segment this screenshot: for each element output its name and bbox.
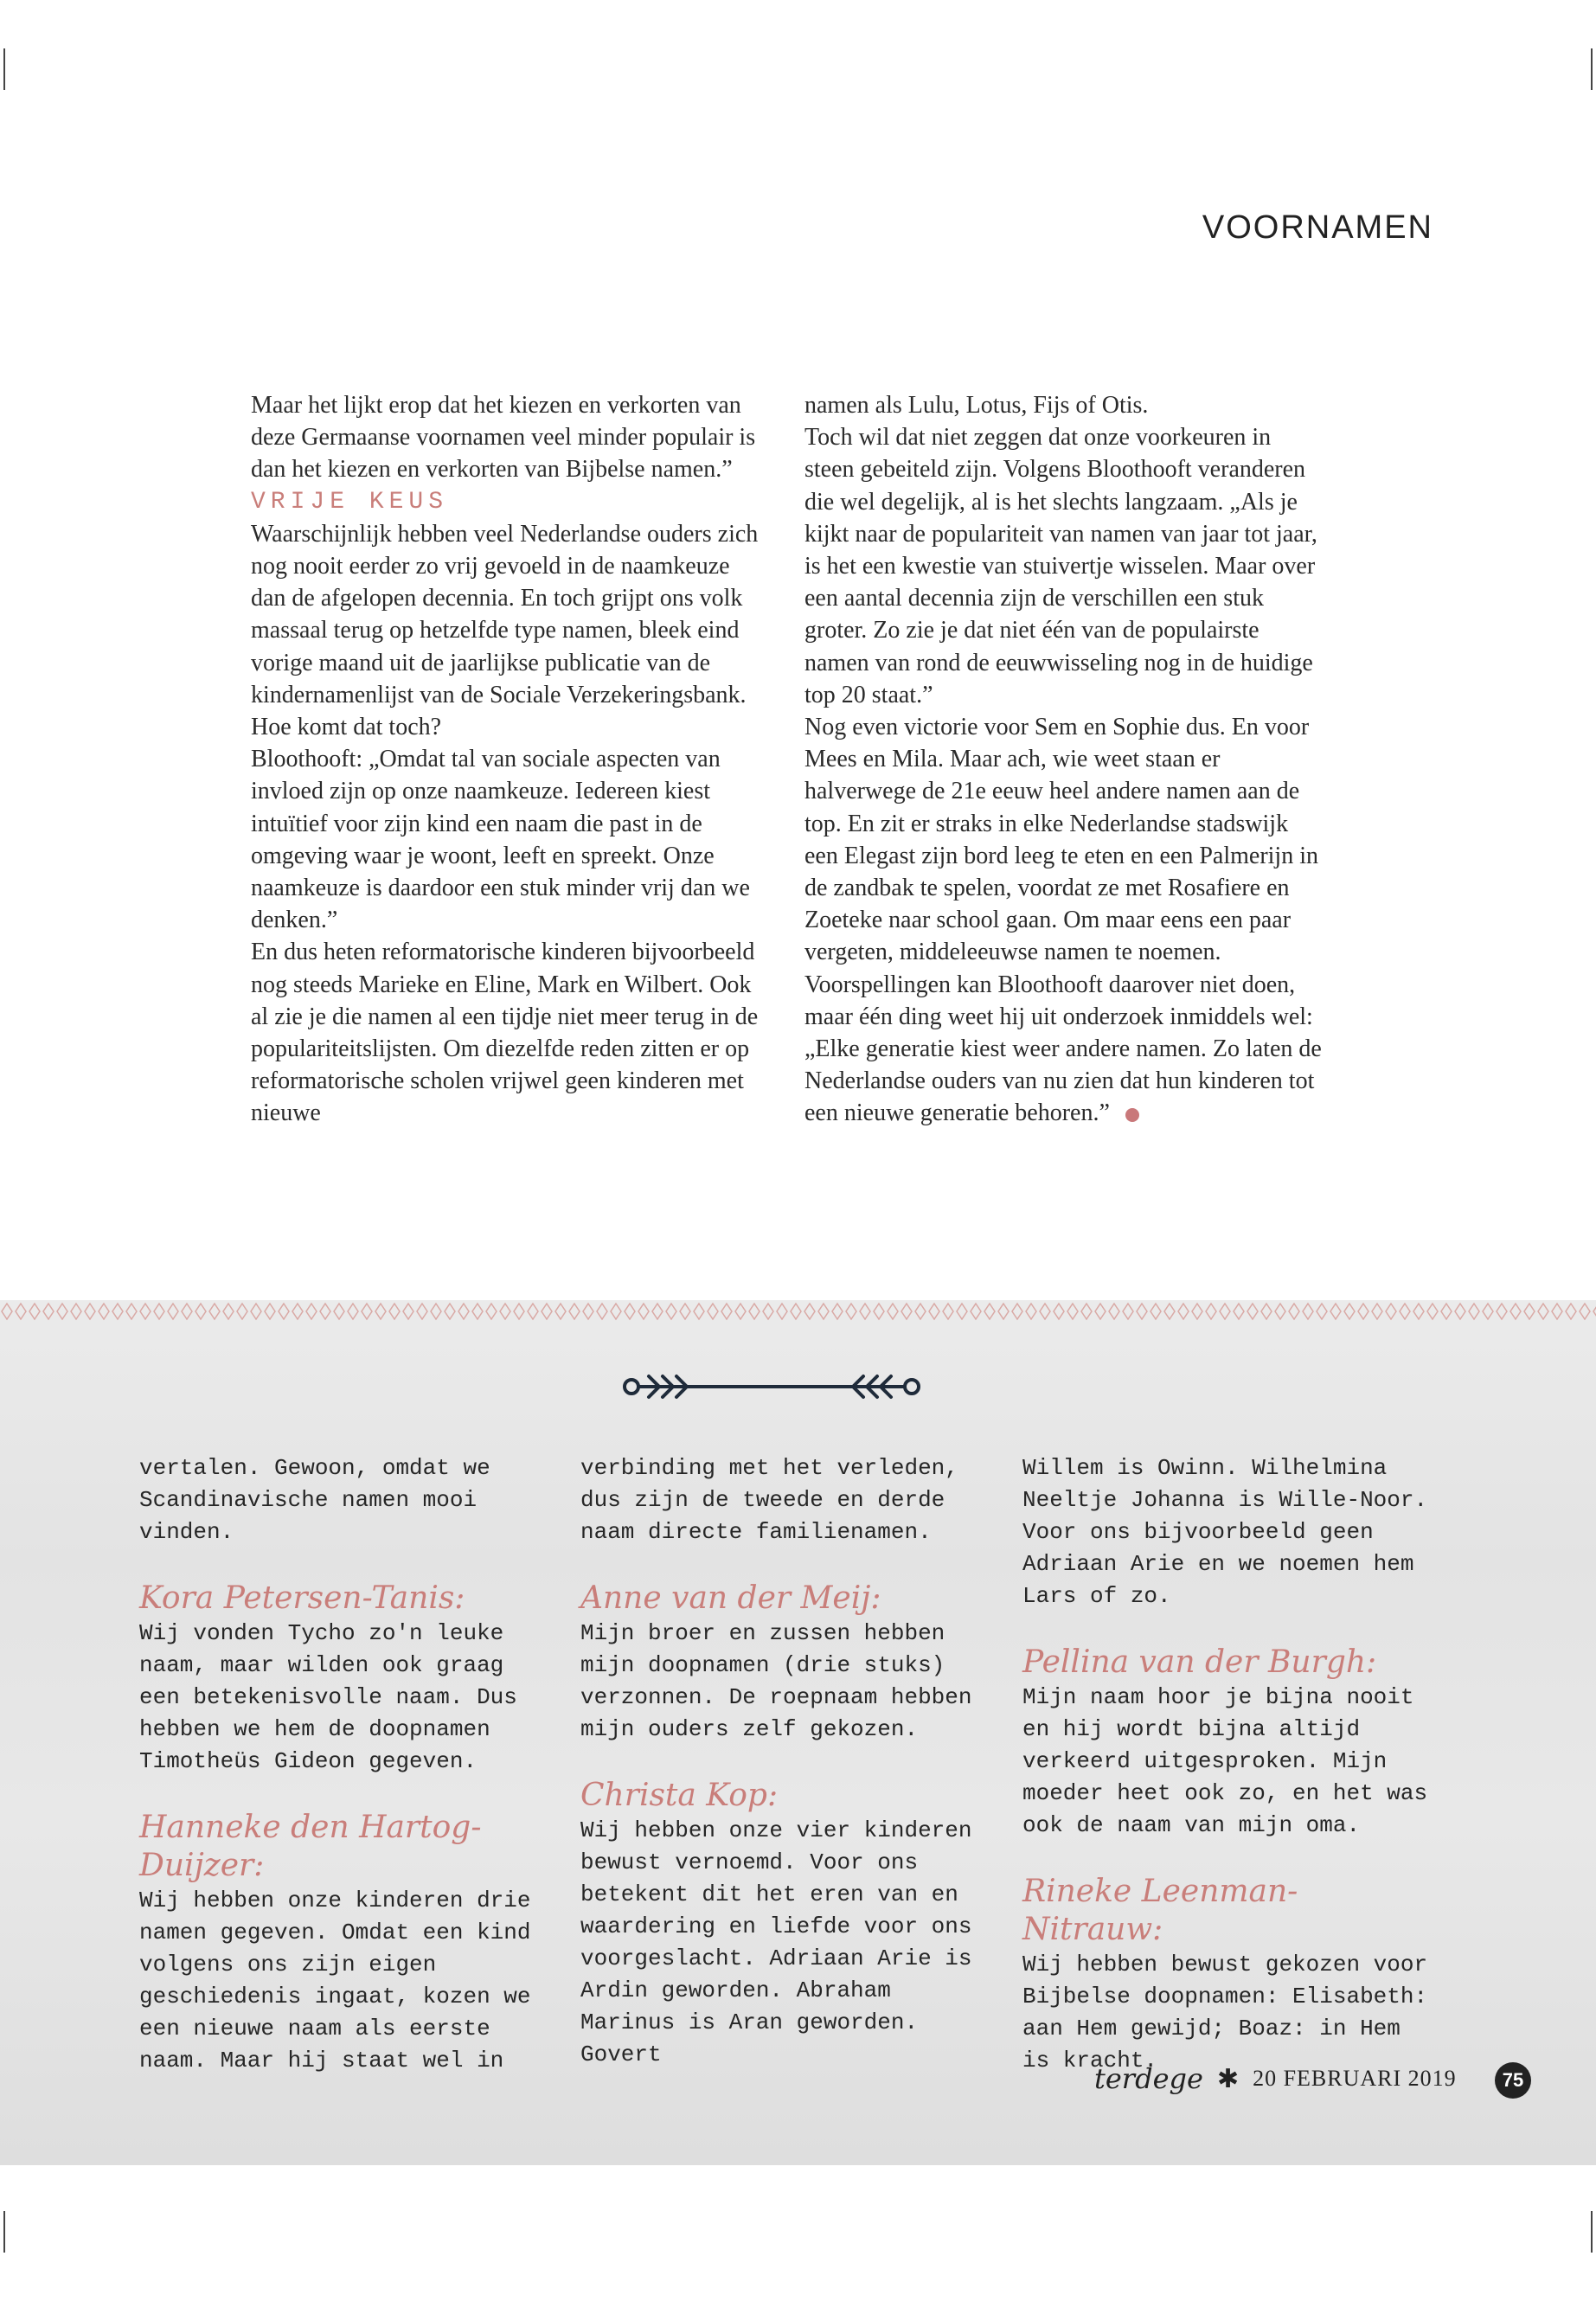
quote-text: Mijn broer en zussen hebben mijn doopnamen (drie stuks) verzonnen. De roepnaam hebben mijn ouders zelf gekozen.	[580, 1620, 972, 1742]
magazine-logo: terdege	[1094, 2062, 1203, 2095]
end-mark-icon	[1125, 1108, 1139, 1122]
subheading: VRIJE KEUS	[251, 488, 449, 516]
article-column-right	[804, 389, 1324, 1130]
quote-text: verbinding met het verleden, dus zijn de tweede en derde naam directe familienamen.	[580, 1455, 958, 1545]
issue-date: 20 FEBRUARI 2019	[1253, 2066, 1457, 2091]
quotes-column-1	[139, 1452, 546, 2077]
article-column-left	[251, 389, 770, 1130]
paragraph: Toch wil dat niet zeggen dat onze voorkeuren in steen gebeiteld zijn. Volgens Bloothooft veranderen die wel degelijk, al is het slechts langzaam. „Als je kijkt naar de populariteit van namen van jaar tot jaar, is het een kwestie van stuivertje wisselen. Maar over een aantal decennia zijn de verschillen een stuk groter. Zo zie je dat niet één van de populairste namen van rond de eeuwwisseling nog in de huidige top 20 staat.”	[804, 424, 1317, 708]
crop-mark-top-left	[3, 48, 5, 90]
paragraph	[804, 711, 1324, 1130]
crop-mark-bottom-left	[3, 2211, 5, 2253]
quote-author: Anne van der Meij:	[580, 1580, 881, 1616]
reader-quotes-box	[0, 1300, 1596, 2165]
arrow-divider-icon	[619, 1366, 926, 1407]
paragraph: Maar het lijkt erop dat het kiezen en verkorten van deze Germaanse voornamen veel minder populair is dan het kiezen en verkorten van Bijbelse namen.”	[251, 392, 756, 484]
quote-author: Pellina van der Burgh:	[1022, 1644, 1377, 1680]
quote-text: Wij hebben bewust gekozen voor Bijbelse doopnamen: Elisabeth: aan Hem gewijd; Boaz: in Hem is kracht.	[1022, 1952, 1428, 2073]
paragraph: Bloothooft: „Omdat tal van sociale aspecten van invloed zijn op onze naamkeuze. Iedereen kiest intuïtief voor zijn kind een naam die past in de omgeving waar je woont, leeft en spreekt. Onze naamkeuze is daardoor een stuk minder vrij dan we denken.”	[251, 746, 750, 934]
star-icon: ✱	[1216, 2064, 1240, 2093]
quote-text: Mijn naam hoor je bijna nooit en hij wordt bijna altijd verkeerd uitgesproken. Mijn moeder heet ook zo, en het was ook de naam van mijn oma.	[1022, 1684, 1428, 1838]
quotes-column-2	[580, 1452, 987, 2071]
quote-author: Kora Petersen-Tanis:	[139, 1580, 465, 1616]
quote-text: vertalen. Gewoon, omdat we Scandinavische namen mooi vinden.	[139, 1455, 490, 1545]
quote-text: Wij vonden Tycho zo'n leuke naam, maar wilden ook graag een betekenisvolle naam. Dus hebben we hem de doopnamen Timotheüs Gideon gegeven.	[139, 1620, 517, 1774]
paragraph-text: Nog even victorie voor Sem en Sophie dus. En voor Mees en Mila. Maar ach, wie weet staan er halverwege de 21e eeuw heel andere namen aan de top. En zit er straks in elke Nederlandse stadswijk een Elegast zijn bord leeg te eten en een Palmerijn in de zandbak te spelen, voordat ze met Rosafiere en Zoeteke naar school gaan. Om maar eens een paar vergeten, middeleeuwse namen te noemen. Voorspellingen kan Bloothooft daarover niet doen, maar één ding weet hij uit onderzoek inmiddels wel: „Elke generatie kiest weer andere namen. Zo laten de Nederlandse ouders van nu zien dat hun kinderen tot een nieuwe generatie behoren.”	[804, 714, 1322, 1127]
crop-mark-bottom-right	[1591, 2211, 1593, 2253]
quote-author: Christa Kop:	[580, 1778, 779, 1813]
quote-text: Willem is Owinn. Wilhelmina Neeltje Johanna is Wille-Noor. Voor ons bijvoorbeeld geen Adriaan Arie en we noemen hem Lars of zo.	[1022, 1455, 1428, 1609]
crop-mark-top-right	[1591, 48, 1593, 90]
paragraph: En dus heten reformatorische kinderen bijvoorbeeld nog steeds Marieke en Eline, Mark en Wilbert. Ook al zie je die namen al een tijdje niet meer terug in de populariteitslijsten. Om diezelfde reden zitten er op reformatorische scholen vrijwel geen kinderen met nieuwe	[251, 939, 759, 1127]
page-footer	[1094, 2062, 1457, 2095]
paragraph: Waarschijnlijk hebben veel Nederlandse ouders zich nog nooit eerder zo vrij gevoeld in de naamkeuze dan de afgelopen decennia. En toch grijpt ons volk massaal terug op hetzelfde type namen, bleek eind vorige maand uit de jaarlijkse publicatie van de kindernamenlijst van de Sociale Verzekeringsbank. Hoe komt dat toch?	[251, 520, 759, 741]
quote-text: Wij hebben onze vier kinderen bewust vernoemd. Voor ons betekent dit het eren van en waardering en liefde voor ons voorgeslacht. Adriaan Arie is Ardin geworden. Abraham Marinus is Aran geworden. Govert	[580, 1817, 972, 2067]
quote-author: Hanneke den Hartog-Duijzer:	[139, 1810, 482, 1883]
page-number: 75	[1495, 2062, 1531, 2099]
paragraph: namen als Lulu, Lotus, Fijs of Otis.	[804, 392, 1149, 419]
quote-author: Rineke Leenman-Nitrauw:	[1022, 1874, 1298, 1947]
diamond-border	[0, 1300, 1596, 1323]
quotes-column-3	[1022, 1452, 1429, 2077]
section-label: VOORNAMEN	[1202, 209, 1433, 246]
quote-text: Wij hebben onze kinderen drie namen gegeven. Omdat een kind volgens ons zijn eigen geschiedenis ingaat, kozen we een nieuwe naam als eerste naam. Maar hij staat wel in	[139, 1888, 531, 2073]
